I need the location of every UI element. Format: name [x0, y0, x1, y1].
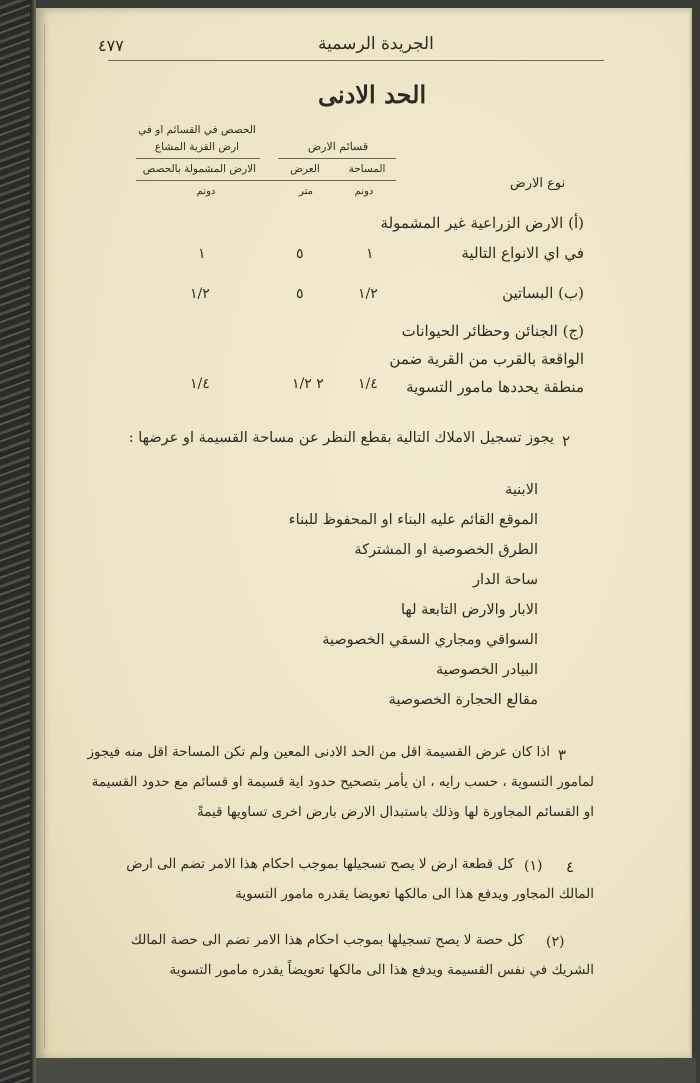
section-2-number: ٢ — [562, 432, 571, 450]
subheader-rule — [136, 180, 396, 181]
row-c-width: ٢ ١/٢ — [292, 376, 324, 392]
section-4-sub1-number: (١) — [524, 858, 543, 874]
list-item: الابنية — [505, 482, 538, 498]
row-c-label-line1: (ج) الجنائن وحظائر الحيوانات — [401, 322, 584, 340]
row-c-area: ١/٤ — [358, 376, 378, 392]
row-c-label-line2: الواقعة بالقرب من القرية ضمن — [389, 350, 584, 368]
section-4-sub1-line2: المالك المجاور ويدفع هذا الى مالكها تعويضا يقدره مامور التسوية — [235, 886, 594, 902]
page-gutter-line — [44, 24, 45, 1049]
row-a-area: ١ — [366, 246, 374, 262]
row-c-label-line3: منطقة يحددها مامور التسوية — [406, 378, 584, 396]
list-item: الطرق الخصوصية او المشتركة — [354, 542, 538, 558]
subheader-area: المساحة — [348, 163, 386, 175]
unit-metre: متر — [299, 186, 313, 197]
section-2-text: يجوز تسجيل الاملاك التالية بقطع النظر عن مساحة القسيمة او عرضها : — [128, 430, 554, 446]
row-b-width: ٥ — [296, 286, 304, 302]
section-4-sub2-number: (٢) — [546, 934, 565, 950]
row-a-label-line2: في اي الانواع التالية — [461, 244, 584, 262]
shares-group-rule — [136, 158, 260, 159]
background-below-page — [36, 1058, 696, 1083]
list-item: السواقي ومجاري السقي الخصوصية — [322, 632, 538, 648]
section-4-number: ٤ — [566, 858, 575, 876]
row-b-area: ١/٢ — [358, 286, 378, 302]
running-title: الجريدة الرسمية — [318, 34, 434, 54]
row-c-shares: ١/٤ — [190, 376, 210, 392]
column-land-type: نوع الارض — [510, 176, 566, 191]
row-a-shares: ١ — [198, 246, 206, 262]
header-rule — [108, 60, 604, 61]
subheader-width: العرض — [290, 163, 320, 175]
book-binding — [0, 0, 32, 1083]
page-number: ٤٧٧ — [98, 36, 124, 55]
section-3-number: ٣ — [558, 746, 567, 764]
unit-dunum-shares: دونم — [196, 186, 216, 197]
row-b-shares: ١/٢ — [190, 286, 210, 302]
section-3-line2: لمامور التسوية ، حسب رايه ، ان يأمر بتصحيح حدود اية قسيمة او قسائم مع حدود القسيمة — [91, 774, 594, 790]
row-a-width: ٥ — [296, 246, 304, 262]
parcels-group-rule — [278, 158, 396, 159]
page-heading: الحد الادنى — [318, 80, 427, 109]
section-3-line1: اذا كان عرض القسيمة اقل من الحد الادنى المعين ولم تكن المساحة اقل منه فيجوز — [87, 744, 550, 760]
list-item: مقالع الحجارة الخصوصية — [388, 692, 538, 708]
row-b-label: (ب) البساتين — [502, 284, 584, 302]
column-group-shares: الحصص في القسائم او في ارض القرية المشاع — [138, 124, 256, 153]
section-4-sub1-line1: كل قطعة ارض لا يصح تسجيلها بموجب احكام هذا الامر تضم الى ارض — [126, 856, 514, 872]
section-4-sub2-line1: كل حصة لا يصح تسجيلها بموجب احكام هذا الامر تضم الى حصة المالك — [130, 932, 524, 948]
row-a-label-line1: (أ) الارض الزراعية غير المشمولة — [380, 214, 584, 232]
unit-dunum-area: دونم — [354, 186, 374, 197]
section-3-line3: او القسائم المجاورة لها وذلك باستبدال الارض بارض اخرى تساويها قيمةً — [196, 804, 594, 820]
list-item: الابار والارض التابعة لها — [401, 602, 538, 618]
list-item: الموقع القائم عليه البناء او المحفوظ للبناء — [288, 512, 538, 528]
list-item: ساحة الدار — [472, 572, 538, 588]
column-group-parcels: قسائم الارض — [307, 140, 369, 153]
section-4-sub2-line2: الشريك في نفس القسيمة ويدفع هذا الى مالكها تعويضاً يقدره مامور التسوية — [169, 962, 594, 978]
subheader-shares-land: الارض المشمولة بالحصص — [142, 163, 256, 175]
list-item: البيادر الخصوصية — [435, 662, 538, 678]
